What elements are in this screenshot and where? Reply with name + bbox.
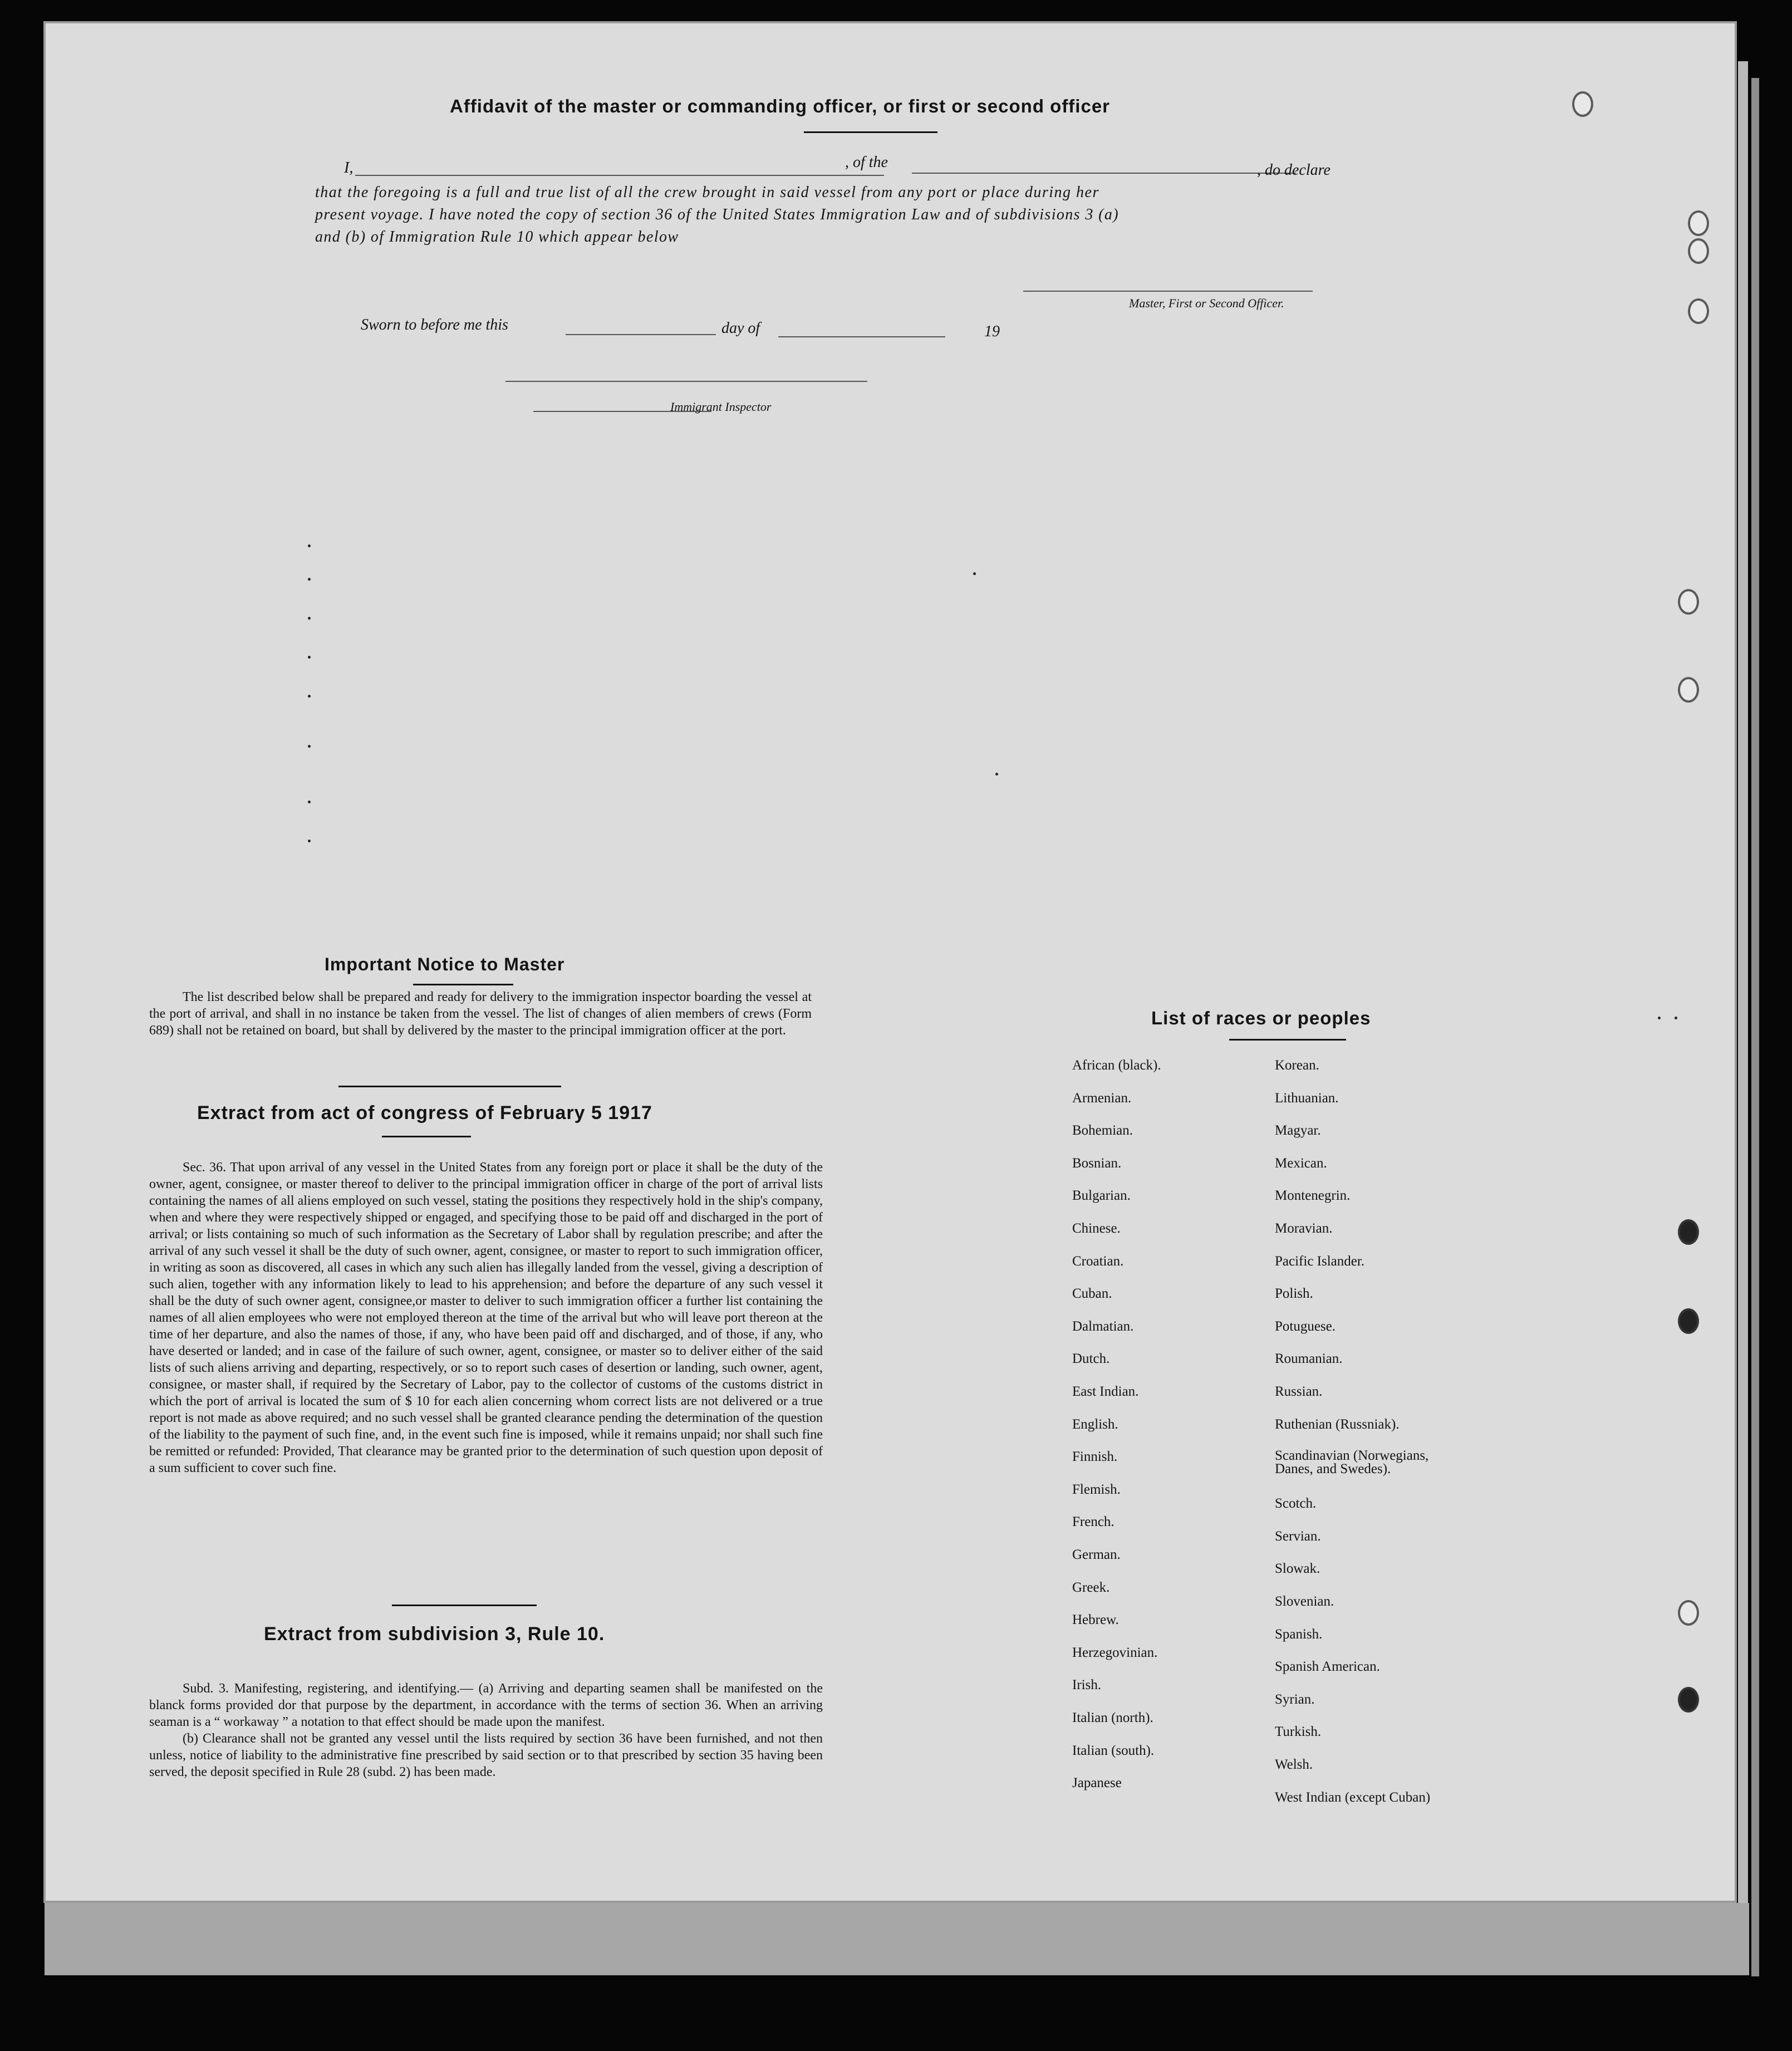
race-item: East Indian. xyxy=(1072,1384,1139,1399)
underlying-sheet-bottom xyxy=(45,1903,1749,1975)
vessel-blank[interactable] xyxy=(912,173,1296,174)
affidavit-title: Affidavit of the master or commanding officer, or first or second officer xyxy=(450,96,1111,116)
sworn-day-of: day of xyxy=(721,320,760,337)
act-title: Extract from act of congress of February 5 1917 xyxy=(197,1102,652,1123)
stray-mark xyxy=(308,656,311,659)
race-item: Servian. xyxy=(1275,1528,1321,1544)
act-text: Sec. 36. That upon arrival of any vessel in the United States from any foreign port or place it shall be the duty of the owner, agent, consignee, or master thereof to deliver to the principal immigration officer in charge of the port of arrival lists containing the names of all aliens employed on such vessel, stating the positions they respectively hold in the ship's company, when and where they were respectively shipped or engaged, and specifying those to be paid off and discharged in the port of arrival; or lists containing so much of such information as the Secretary of Labor shall by regulation prescribe; and after the arrival of any such vessel it shall be the duty of such owner, agent, consignee, or master to report to such immigration officer, in writing as soon as discovered, all cases in which any such alien has illegally landed from the vessel, giving a description of such alien, together with any information likely to lead to his apprehension; and before the departure of any such vessel it shall be the duty of such owner agent, consignee,or master to deliver to such immigration officer a further list containing the names of all alien employees who were not employed thereon at the time of the arrival but who will leave port thereon at the time of her departure, and also the names of those, if any, who have been paid off and discharged, and of those, if any, who have deserted or landed; and in case of the failure of such owner, agent, consignee, or master so to deliver either of the said lists of such aliens arriving and departing, respectively, or so to report such cases of desertion or landing, such owner, agent, consignee, or master shall, if required by the Secretary of Labor, pay to the collector of customs of the customs district in which the port of arrival is located the sum of $ 10 for each alien concerning whom correct lists are not delivered or a true report is not made as above required; and no such vessel shall be granted clearance pending the determination of the question of the liability to the payment of such fine, and, in the event such fine is imposed, while it remains unpaid; nor shall such fine be remitted or refunded: Provided, That clearance may be granted prior to the determination of such question upon deposit of a sum sufficient to cover such fine. xyxy=(149,1160,823,1475)
race-item: Turkish. xyxy=(1275,1724,1322,1740)
race-item: Moravian. xyxy=(1275,1221,1333,1236)
race-item: German. xyxy=(1072,1547,1121,1562)
race-item: Italian (south). xyxy=(1072,1743,1155,1758)
race-item: Magyar. xyxy=(1275,1123,1321,1139)
rule-para-b: (b) Clearance shall not be granted any vessel until the lists required by section 36 have been furnished, and not then unless, notice of liability to the administrative fine prescribed by said section or to that prescribed by section 35 having been served, the deposit specified in Rule 28 (subd. 2) has been made. xyxy=(149,1731,823,1779)
stray-mark xyxy=(308,617,311,620)
inspector-signature-line[interactable] xyxy=(505,381,867,382)
race-item: Roumanian. xyxy=(1275,1351,1343,1367)
stray-mark xyxy=(308,544,311,547)
stray-mark xyxy=(308,840,311,842)
sworn-month-line xyxy=(778,336,945,337)
race-item: Irish. xyxy=(1072,1677,1102,1693)
race-item: French. xyxy=(1072,1514,1115,1530)
stray-mark xyxy=(308,578,311,581)
affidavit-of-the: , of the xyxy=(845,154,888,171)
race-item: Finnish. xyxy=(1072,1449,1118,1465)
race-item: Bulgarian. xyxy=(1072,1188,1131,1204)
race-item: Russian. xyxy=(1275,1384,1323,1399)
notice-underline xyxy=(413,984,513,985)
act-separator xyxy=(392,1605,537,1606)
race-item: Scandinavian (Norwegians, Danes, and Swedes). xyxy=(1275,1448,1429,1477)
name-blank[interactable] xyxy=(355,175,884,176)
race-item: Korean. xyxy=(1275,1058,1319,1073)
race-item: Syrian. xyxy=(1275,1691,1315,1707)
race-item: Bohemian. xyxy=(1072,1123,1133,1139)
notice-title: Important Notice to Master xyxy=(325,954,565,974)
notice-separator xyxy=(338,1086,561,1087)
title-underline xyxy=(804,131,937,133)
race-item: English. xyxy=(1072,1416,1118,1432)
race-item: Herzegovinian. xyxy=(1072,1645,1158,1660)
race-item: West Indian (except Cuban) xyxy=(1275,1789,1431,1805)
notice-text: The list described below shall be prepared and ready for delivery to the immigration inspector boarding the vessel at the port of arrival, and shall in no instance be taken from the vessel. The list of changes of alien members of crews (Form 689) shall not be retained on board, but shall by delivered by the master to the principal immigration officer at the port. xyxy=(149,990,812,1038)
races-title: List of races or peoples xyxy=(1151,1008,1371,1028)
punch-hole xyxy=(1678,677,1699,703)
punch-hole xyxy=(1678,589,1699,615)
rule-text xyxy=(149,1680,823,1780)
punch-hole xyxy=(1688,238,1709,264)
race-item: Spanish American. xyxy=(1275,1659,1380,1675)
rule-para-a: Subd. 3. Manifesting, registering, and identifying.— (a) Arriving and departing seamen shall be manifested on the blanck forms provided dor that purpose by the department, in accordance with the terms of section 36. When an arriving seaman is a “ workaway ” a notation to that effect should be made upon the manifest. xyxy=(149,1681,823,1729)
race-item: Ruthenian (Russniak). xyxy=(1275,1416,1400,1432)
race-item: Cuban. xyxy=(1072,1286,1112,1302)
affidavit-line-3: present voyage. I have noted the copy of section 36 of the United States Immigration Law and of subdivisions 3 (a) xyxy=(315,206,1120,223)
inspector-label: Immigrant Inspector xyxy=(670,400,772,414)
affidavit-do-declare: , do declare xyxy=(1257,161,1331,179)
punch-hole xyxy=(1678,1600,1699,1626)
stray-mark xyxy=(1658,1017,1661,1019)
races-underline xyxy=(1229,1039,1346,1041)
rule-title: Extract from subdivision 3, Rule 10. xyxy=(264,1623,605,1645)
document-page xyxy=(43,21,1737,1903)
stray-mark xyxy=(308,801,311,803)
race-item: Japanese xyxy=(1072,1775,1122,1791)
race-item: Mexican. xyxy=(1275,1155,1327,1171)
race-item: African (black). xyxy=(1072,1058,1161,1073)
affidavit-line-4: and (b) of Immigration Rule 10 which appear below xyxy=(315,228,679,246)
underlying-sheet-edge xyxy=(1751,78,1759,1976)
race-item: Slovenian. xyxy=(1275,1594,1334,1609)
race-item: Scotch. xyxy=(1275,1496,1317,1512)
race-item: Lithuanian. xyxy=(1275,1090,1339,1106)
race-item: Pacific Islander. xyxy=(1275,1253,1365,1269)
affidavit-I: I, xyxy=(344,159,354,176)
race-item: Dalmatian. xyxy=(1072,1318,1134,1334)
sworn-day-blank[interactable] xyxy=(566,334,716,335)
stray-mark xyxy=(308,695,311,698)
race-item: Spanish. xyxy=(1275,1626,1323,1642)
race-item: Montenegrin. xyxy=(1275,1188,1351,1204)
stray-mark xyxy=(1675,1017,1677,1019)
race-item: Potuguese. xyxy=(1275,1318,1336,1334)
race-item: Armenian. xyxy=(1072,1090,1132,1106)
punch-hole xyxy=(1678,1219,1699,1245)
stray-mark xyxy=(973,572,976,575)
signature-label: Master, First or Second Officer. xyxy=(1129,296,1284,310)
race-item: Slowak. xyxy=(1275,1561,1320,1577)
race-item: Hebrew. xyxy=(1072,1612,1119,1628)
punch-hole xyxy=(1678,1308,1699,1334)
affidavit-line-2: that the foregoing is a full and true list of all the crew brought in said vessel from any port or place during her xyxy=(315,184,1099,201)
punch-hole xyxy=(1572,91,1593,117)
punch-hole xyxy=(1688,298,1709,324)
race-item: Flemish. xyxy=(1072,1481,1121,1497)
race-item: Welsh. xyxy=(1275,1757,1313,1772)
race-item: Dutch. xyxy=(1072,1351,1110,1367)
race-item: Croatian. xyxy=(1072,1253,1124,1269)
race-item: Italian (north). xyxy=(1072,1710,1153,1725)
stray-mark xyxy=(308,745,311,748)
race-item: Chinese. xyxy=(1072,1221,1121,1236)
race-item: Bosnian. xyxy=(1072,1155,1122,1171)
sworn-year: 19 xyxy=(984,323,1000,340)
race-item: Polish. xyxy=(1275,1286,1313,1302)
sworn-prefix: Sworn to before me this xyxy=(361,316,508,333)
stray-mark xyxy=(995,773,998,776)
punch-hole xyxy=(1678,1687,1699,1713)
act-underline xyxy=(382,1136,471,1137)
underlying-sheet-edge xyxy=(1738,61,1748,1971)
punch-hole xyxy=(1688,210,1709,236)
signature-line[interactable] xyxy=(1023,291,1313,292)
race-item: Greek. xyxy=(1072,1579,1110,1595)
